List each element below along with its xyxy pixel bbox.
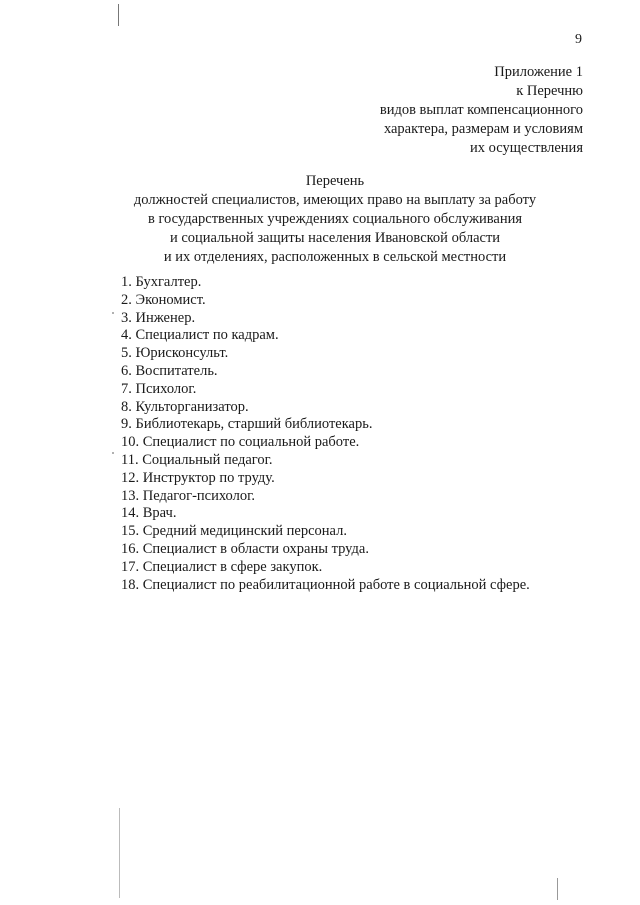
list-item: 13. Педагог-психолог. <box>121 487 256 504</box>
scan-artifact-bottom-right <box>557 878 558 900</box>
list-item: 10. Специалист по социальной работе. <box>121 434 360 451</box>
scan-artifact-dot <box>112 312 114 314</box>
list-item: 3. Инженер. <box>121 309 196 326</box>
list-item: 7. Психолог. <box>121 380 197 397</box>
scan-artifact-top <box>118 4 119 26</box>
appendix-line: видов выплат компенсационного <box>379 102 583 118</box>
list-item: 8. Культорганизатор. <box>121 398 249 415</box>
list-item: 14. Врач. <box>121 505 177 522</box>
list-item: 2. Экономист. <box>121 291 206 308</box>
list-item: 11. Социальный педагог. <box>121 451 273 468</box>
appendix-line: характера, размерам и условиям <box>383 121 583 137</box>
list-item: 5. Юрисконсульт. <box>121 345 229 362</box>
list-item: 16. Специалист в области охраны труда. <box>121 540 369 557</box>
title-line: и социальной защиты населения Ивановской области <box>169 230 501 246</box>
appendix-line: Приложение 1 <box>494 64 583 80</box>
title-line: должностей специалистов, имеющих право на выплату за работу <box>133 192 537 208</box>
appendix-line: их осуществления <box>470 140 583 156</box>
list-item: 15. Средний медицинский персонал. <box>121 523 347 540</box>
list-item: 9. Библиотекарь, старший библиотекарь. <box>121 416 373 433</box>
page-number: 9 <box>575 32 582 47</box>
scan-artifact-dot <box>112 452 114 454</box>
scan-artifact-bottom-left <box>119 808 120 898</box>
document-title <box>110 172 560 267</box>
list-item: 6. Воспитатель. <box>121 362 218 379</box>
list-item: 17. Специалист в сфере закупок. <box>121 558 323 575</box>
positions-list <box>121 274 530 594</box>
appendix-reference <box>253 63 583 158</box>
list-item: 4. Специалист по кадрам. <box>121 327 279 344</box>
title-heading: Перечень <box>305 173 365 189</box>
list-item: 12. Инструктор по труду. <box>121 469 275 486</box>
list-item: 1. Бухгалтер. <box>121 274 202 290</box>
appendix-line: к Перечню <box>516 83 583 99</box>
title-line: и их отделениях, расположенных в сельской местности <box>163 249 507 265</box>
list-item: 18. Специалист по реабилитационной работе в социальной сфере. <box>121 576 530 593</box>
title-line: в государственных учреждениях социального обслуживания <box>147 211 523 227</box>
